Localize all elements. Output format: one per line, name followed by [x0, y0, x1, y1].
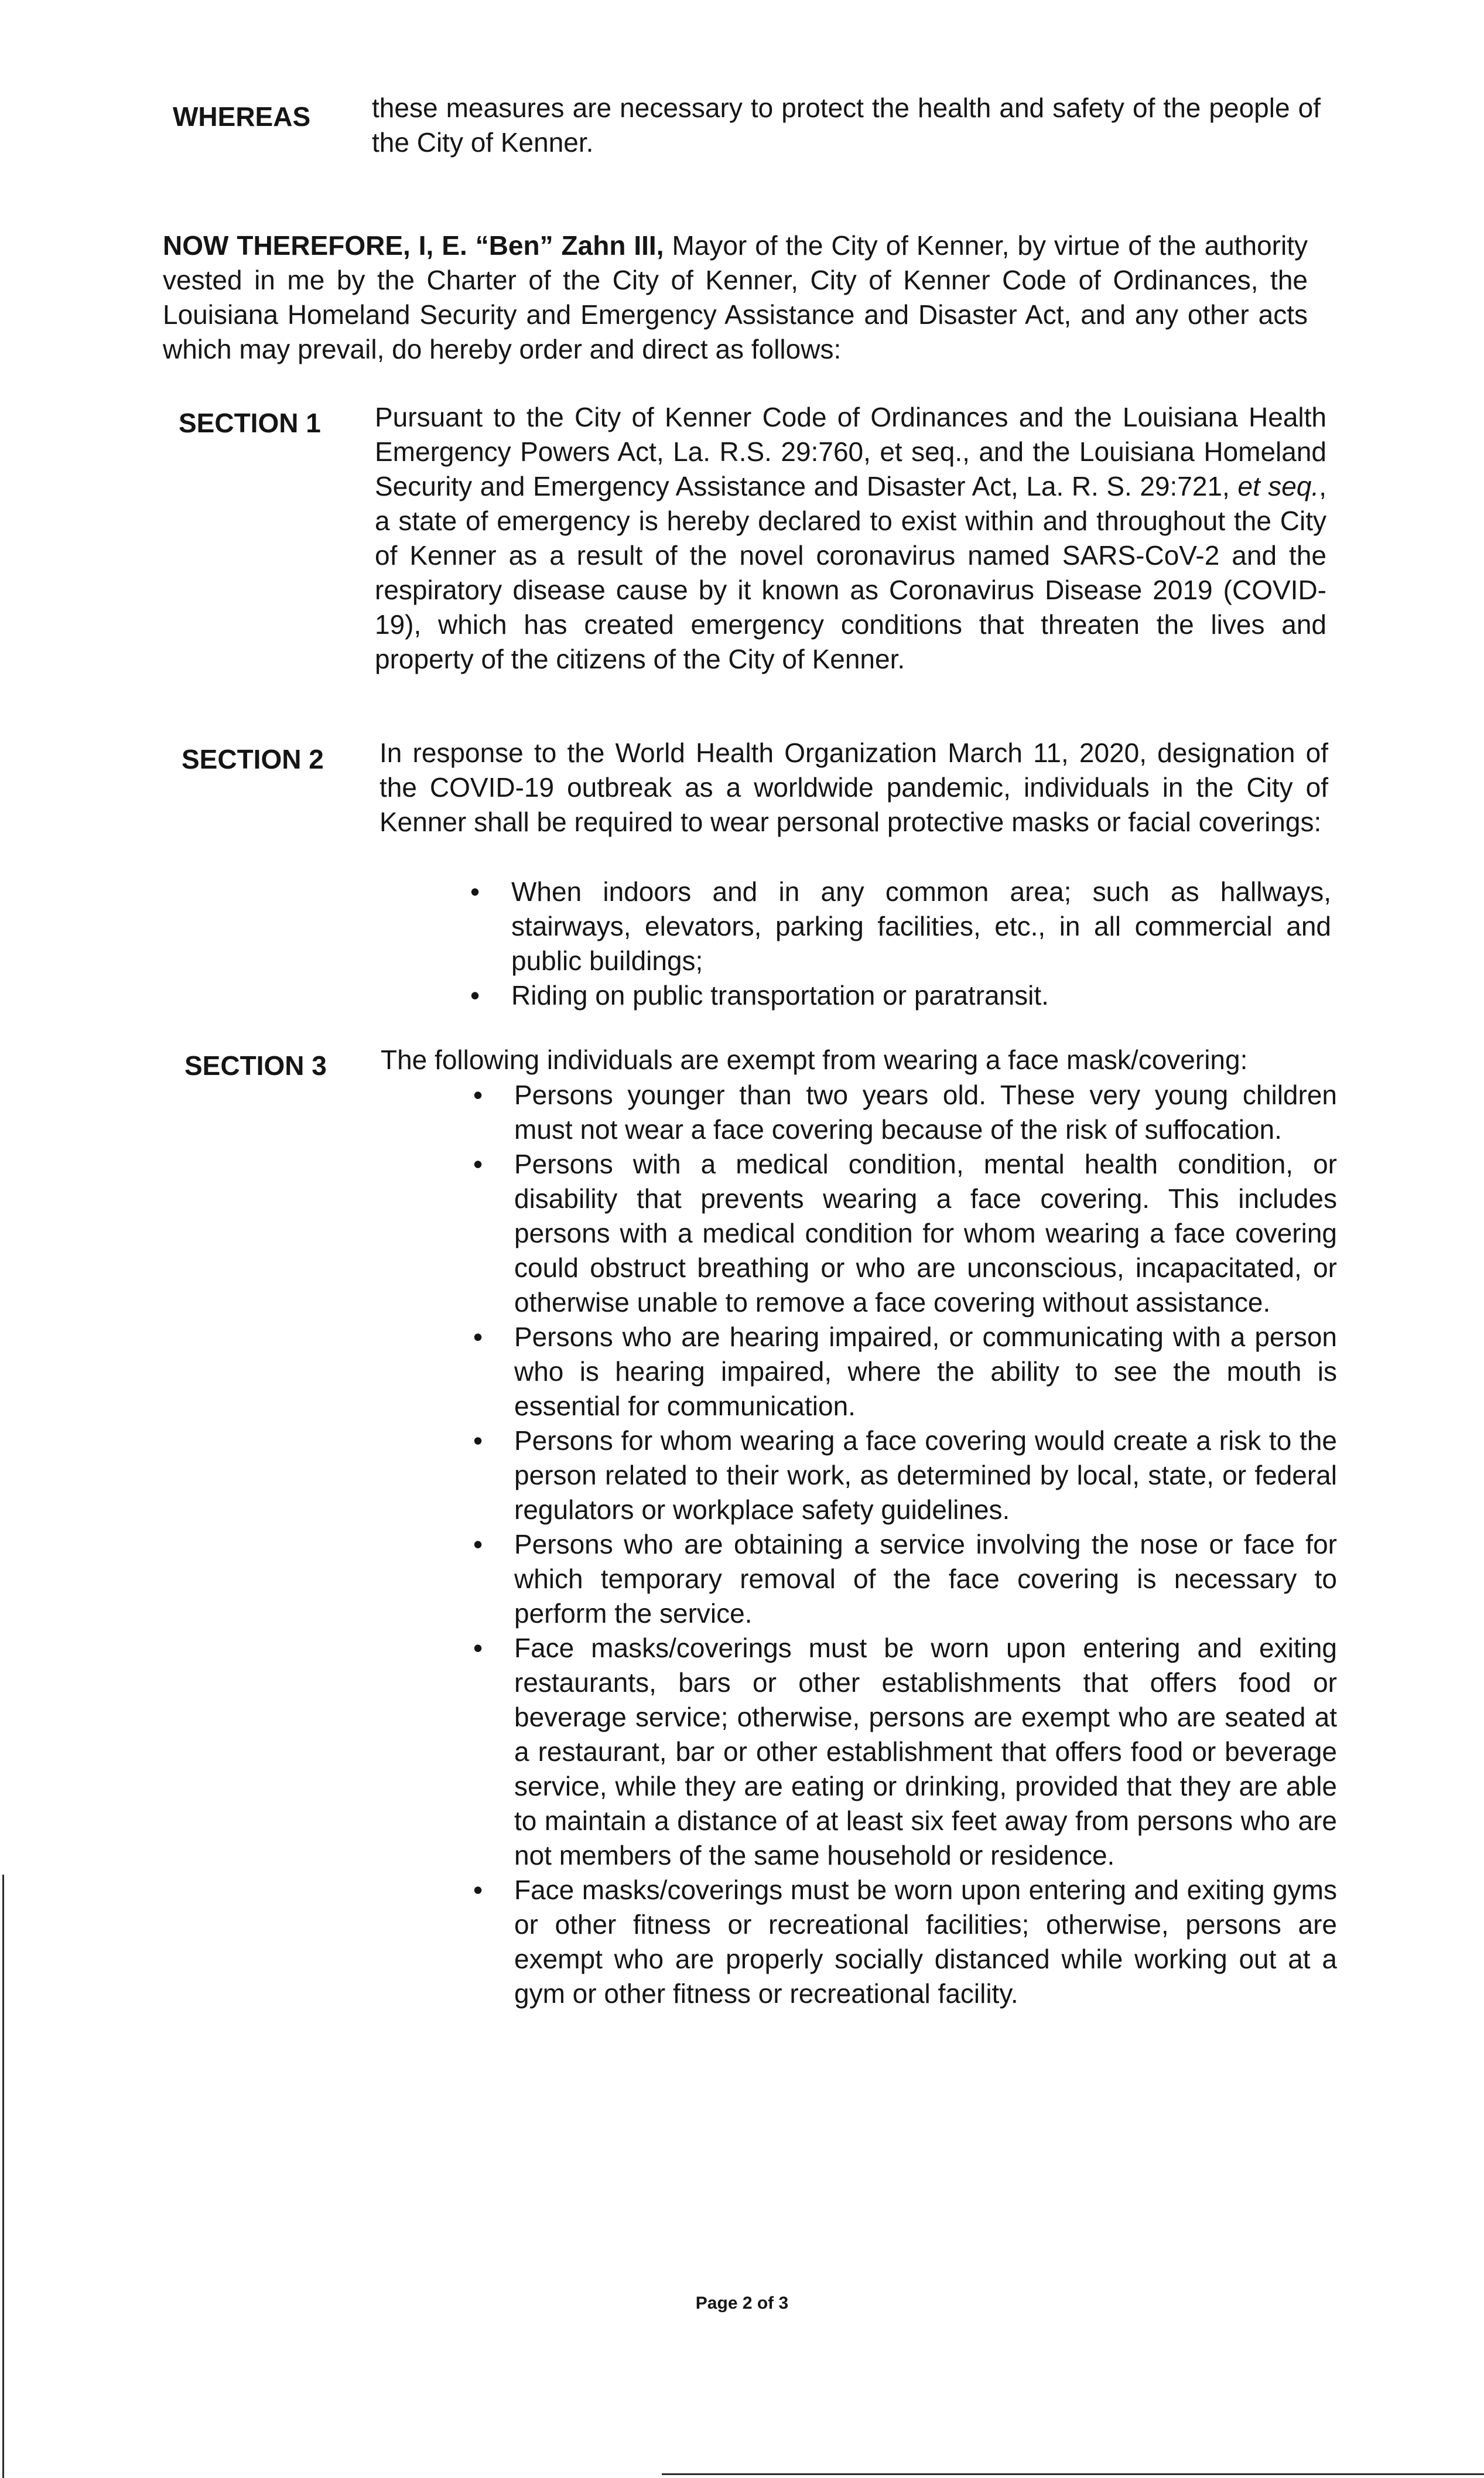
list-item — [473, 1424, 1337, 1527]
section-1-label: SECTION 1 — [179, 408, 321, 438]
bullet-text: Persons who are obtaining a service involving the nose or face for which temporary removal of the face covering is necessary to perform the service. — [514, 1529, 1337, 1629]
section-1-text-part-a: Pursuant to the City of Kenner Code of Ordinances and the Louisiana Health Emergency Powers Act, La. R.S. 29:760, et seq., and the Louisiana Homeland Security and Emergency Assistance and Disaster Act, La. R. S. 29:721, — [375, 402, 1326, 501]
section-3-bullet-list — [473, 1078, 1337, 2011]
scan-edge-left — [2, 1875, 4, 2478]
list-item — [473, 1873, 1337, 2011]
bullet-icon: • — [470, 980, 480, 1011]
bullet-text: Face masks/coverings must be worn upon entering and exiting gyms or other fitness or recreational facilities; otherwise, persons are exempt who are properly socially distanced while working out at a gym or other fitness or recreational facility. — [514, 1875, 1337, 2009]
list-item — [473, 1631, 1337, 1873]
section-2-bullet-list — [470, 875, 1331, 1013]
bullet-text: Face masks/coverings must be worn upon entering and exiting restaurants, bars or other establishments that offers food or beverage service; otherwise, persons are exempt who are seated at a restaurant, bar or other establishment that offers food or beverage service, while they are eating or drinking, provided that they are able to maintain a distance of at least six feet away from persons who are not members of the same household or residence. — [514, 1633, 1337, 1871]
bullet-icon: • — [473, 1529, 483, 1559]
bullet-text: Persons younger than two years old. These very young children must not wear a face covering because of the risk of suffocation. — [514, 1080, 1337, 1145]
now-therefore-lead: NOW THEREFORE, I, E. “Ben” Zahn III, — [163, 230, 664, 261]
page-number: Page 2 of 3 — [695, 2293, 789, 2313]
bullet-text: Riding on public transportation or paratransit. — [511, 980, 1049, 1011]
section-1-text — [375, 400, 1326, 677]
whereas-label: WHEREAS — [173, 101, 311, 132]
list-item — [473, 1147, 1337, 1320]
list-item — [470, 875, 1331, 978]
bullet-text: Persons with a medical condition, mental health condition, or disability that prevents wearing a face covering. This includes persons with a medical condition for whom wearing a face covering could obstruct breathing or who are unconscious, incapacitated, or otherwise unable to remove a face covering without assistance. — [514, 1149, 1337, 1317]
bullet-icon: • — [473, 1322, 483, 1352]
section-3-intro: The following individuals are exempt from wearing a face mask/covering: — [381, 1045, 1248, 1075]
now-therefore-text: Mayor of the City of Kenner, by virtue of the authority vested in me by the Charter of the City of Kenner, City of Kenner Code of Ordinances, the Louisiana Homeland Security and Emergency Assistance and Disaster Act, and any other acts which may prevail, do hereby order and direct as follows: — [163, 230, 1308, 364]
list-item — [473, 1078, 1337, 1147]
whereas-text: these measures are necessary to protect the health and safety of the people of the City of Kenner. — [372, 93, 1321, 158]
section-1-text-part-b: , a state of emergency is hereby declared to exist within and throughout the City of Kenner as a result of the novel coronavirus named SARS-CoV-2 and the respiratory disease cause by it known as Coronavirus Disease 2019 (COVID-19), which has created emergency conditions that threaten the lives and property of the citizens of the City of Kenner. — [375, 471, 1326, 674]
section-1-text-italic: et seq. — [1237, 471, 1319, 501]
bullet-text: Persons who are hearing impaired, or communicating with a person who is hearing impaired, where the ability to see the mouth is essential for communication. — [514, 1322, 1337, 1421]
list-item — [473, 1527, 1337, 1631]
list-item — [473, 1320, 1337, 1424]
bullet-icon: • — [473, 1875, 483, 1905]
section-2-label: SECTION 2 — [182, 744, 324, 774]
bullet-text: When indoors and in any common area; such as hallways, stairways, elevators, parking facilities, etc., in all commercial and public buildings; — [511, 876, 1331, 976]
scan-edge-bottom — [662, 2473, 1484, 2475]
bullet-icon: • — [473, 1080, 483, 1110]
bullet-icon: • — [473, 1633, 483, 1663]
bullet-icon: • — [470, 876, 480, 907]
bullet-text: Persons for whom wearing a face covering would create a risk to the person related to their work, as determined by local, state, or federal regulators or workplace safety guidelines. — [514, 1425, 1337, 1525]
section-2-intro: In response to the World Health Organization March 11, 2020, designation of the COVID-19 outbreak as a worldwide pandemic, individuals in the City of Kenner shall be required to wear personal protective masks or facial coverings: — [379, 738, 1328, 837]
bullet-icon: • — [473, 1425, 483, 1456]
list-item — [470, 978, 1331, 1013]
bullet-icon: • — [473, 1149, 483, 1179]
section-3-label: SECTION 3 — [184, 1050, 327, 1081]
now-therefore-paragraph — [163, 228, 1308, 367]
